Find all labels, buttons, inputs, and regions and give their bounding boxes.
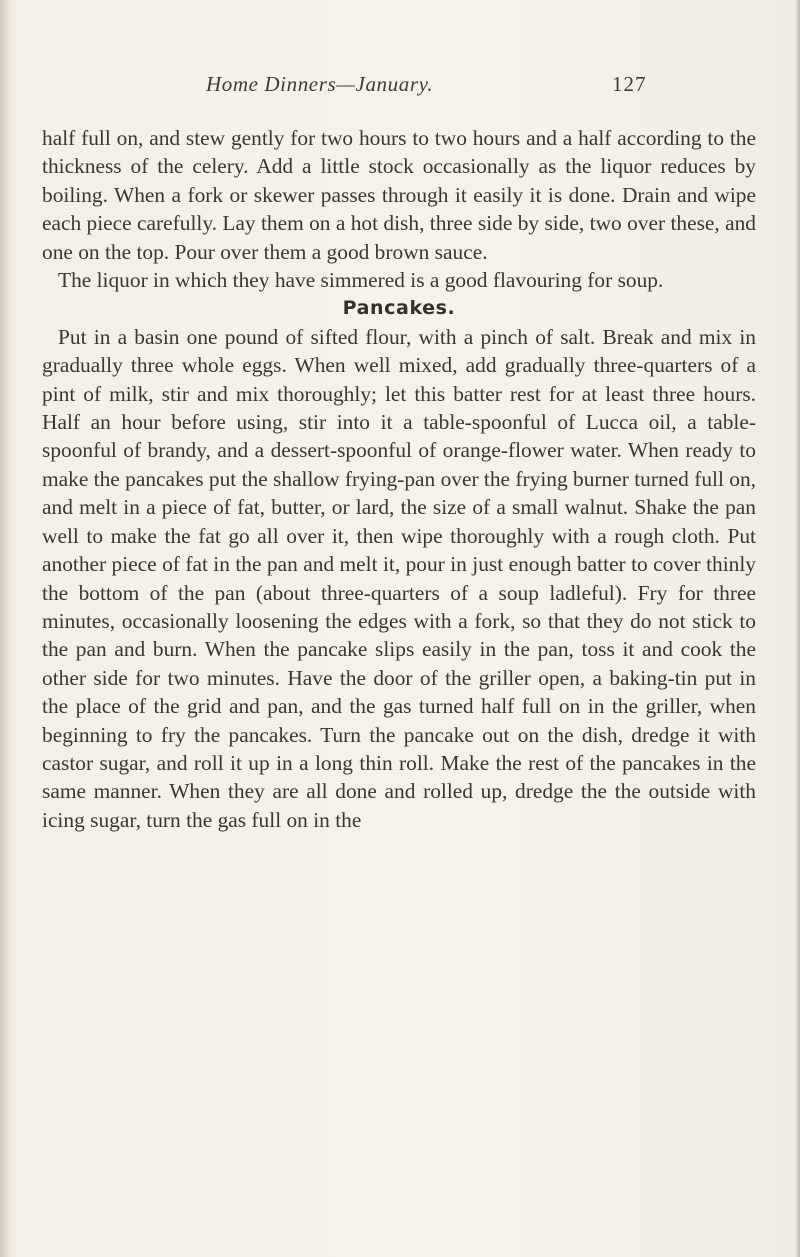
page-number: 127	[612, 72, 647, 96]
page-gutter-shadow	[0, 0, 10, 1257]
paragraph-liquor-note: The liquor in which they have simmered is a good flavouring for soup.	[58, 268, 664, 293]
paragraph-pancakes-method: Put in a basin one pound of sifted flour, with a pinch of salt. Break and mix in gradually three whole eggs. When well mixed, add gradually three-quarters of a pint of milk, stir and mix thoroughly; let this batter rest for at least three hours. Half an hour before using, stir into it a table-spoonful of Lucca oil, a table-spoonful of brandy, and a dessert-spoonful of orange-flower water. When ready to make the pancakes put the shallow frying-pan over the frying burner turned full on, and melt in a piece of fat, butter, or lard, the size of a small walnut. Shake the pan well to make the fat go all over it, then wipe thoroughly with a rough cloth. Put another piece of fat in the pan and melt it, pour in just enough batter to cover thinly the bottom of the pan (about three-quarters of a soup ladleful). Fry for three minutes, occasionally loosening the edges with a fork, so that they do not stick to the pan and burn. When the pancake slips easily in the pan, toss it and cook the other side for two minutes. Have the door of the griller open, a baking-tin put in the place of the grid and pan, and the gas turned half full on in the griller, when beginning to fry the pancakes. Turn the pancake out on the dish, dredge it with castor sugar, and roll it up in a long thin roll. Make the rest of the pancakes in the same manner. When they are all done and rolled up, dredge the the outside with icing sugar, turn the gas full on in the	[42, 324, 756, 832]
page-edge-shadow	[795, 0, 800, 1257]
body-text	[42, 124, 756, 834]
paragraph-celery-continued: half full on, and stew gently for two hours to two hours and a half according to the thickness of the celery. Add a little stock occasionally as the liquor reduces by boiling. When a fork or skewer passes through it easily it is done. Drain and wipe each piece carefully. Lay them on a hot dish, three side by side, two over these, and one on the top. Pour over them a good brown sauce.	[42, 126, 756, 264]
recipe-heading-pancakes: Pancakes.	[342, 297, 456, 320]
running-title: Home Dinners—January.	[206, 72, 434, 96]
running-header	[0, 72, 800, 102]
